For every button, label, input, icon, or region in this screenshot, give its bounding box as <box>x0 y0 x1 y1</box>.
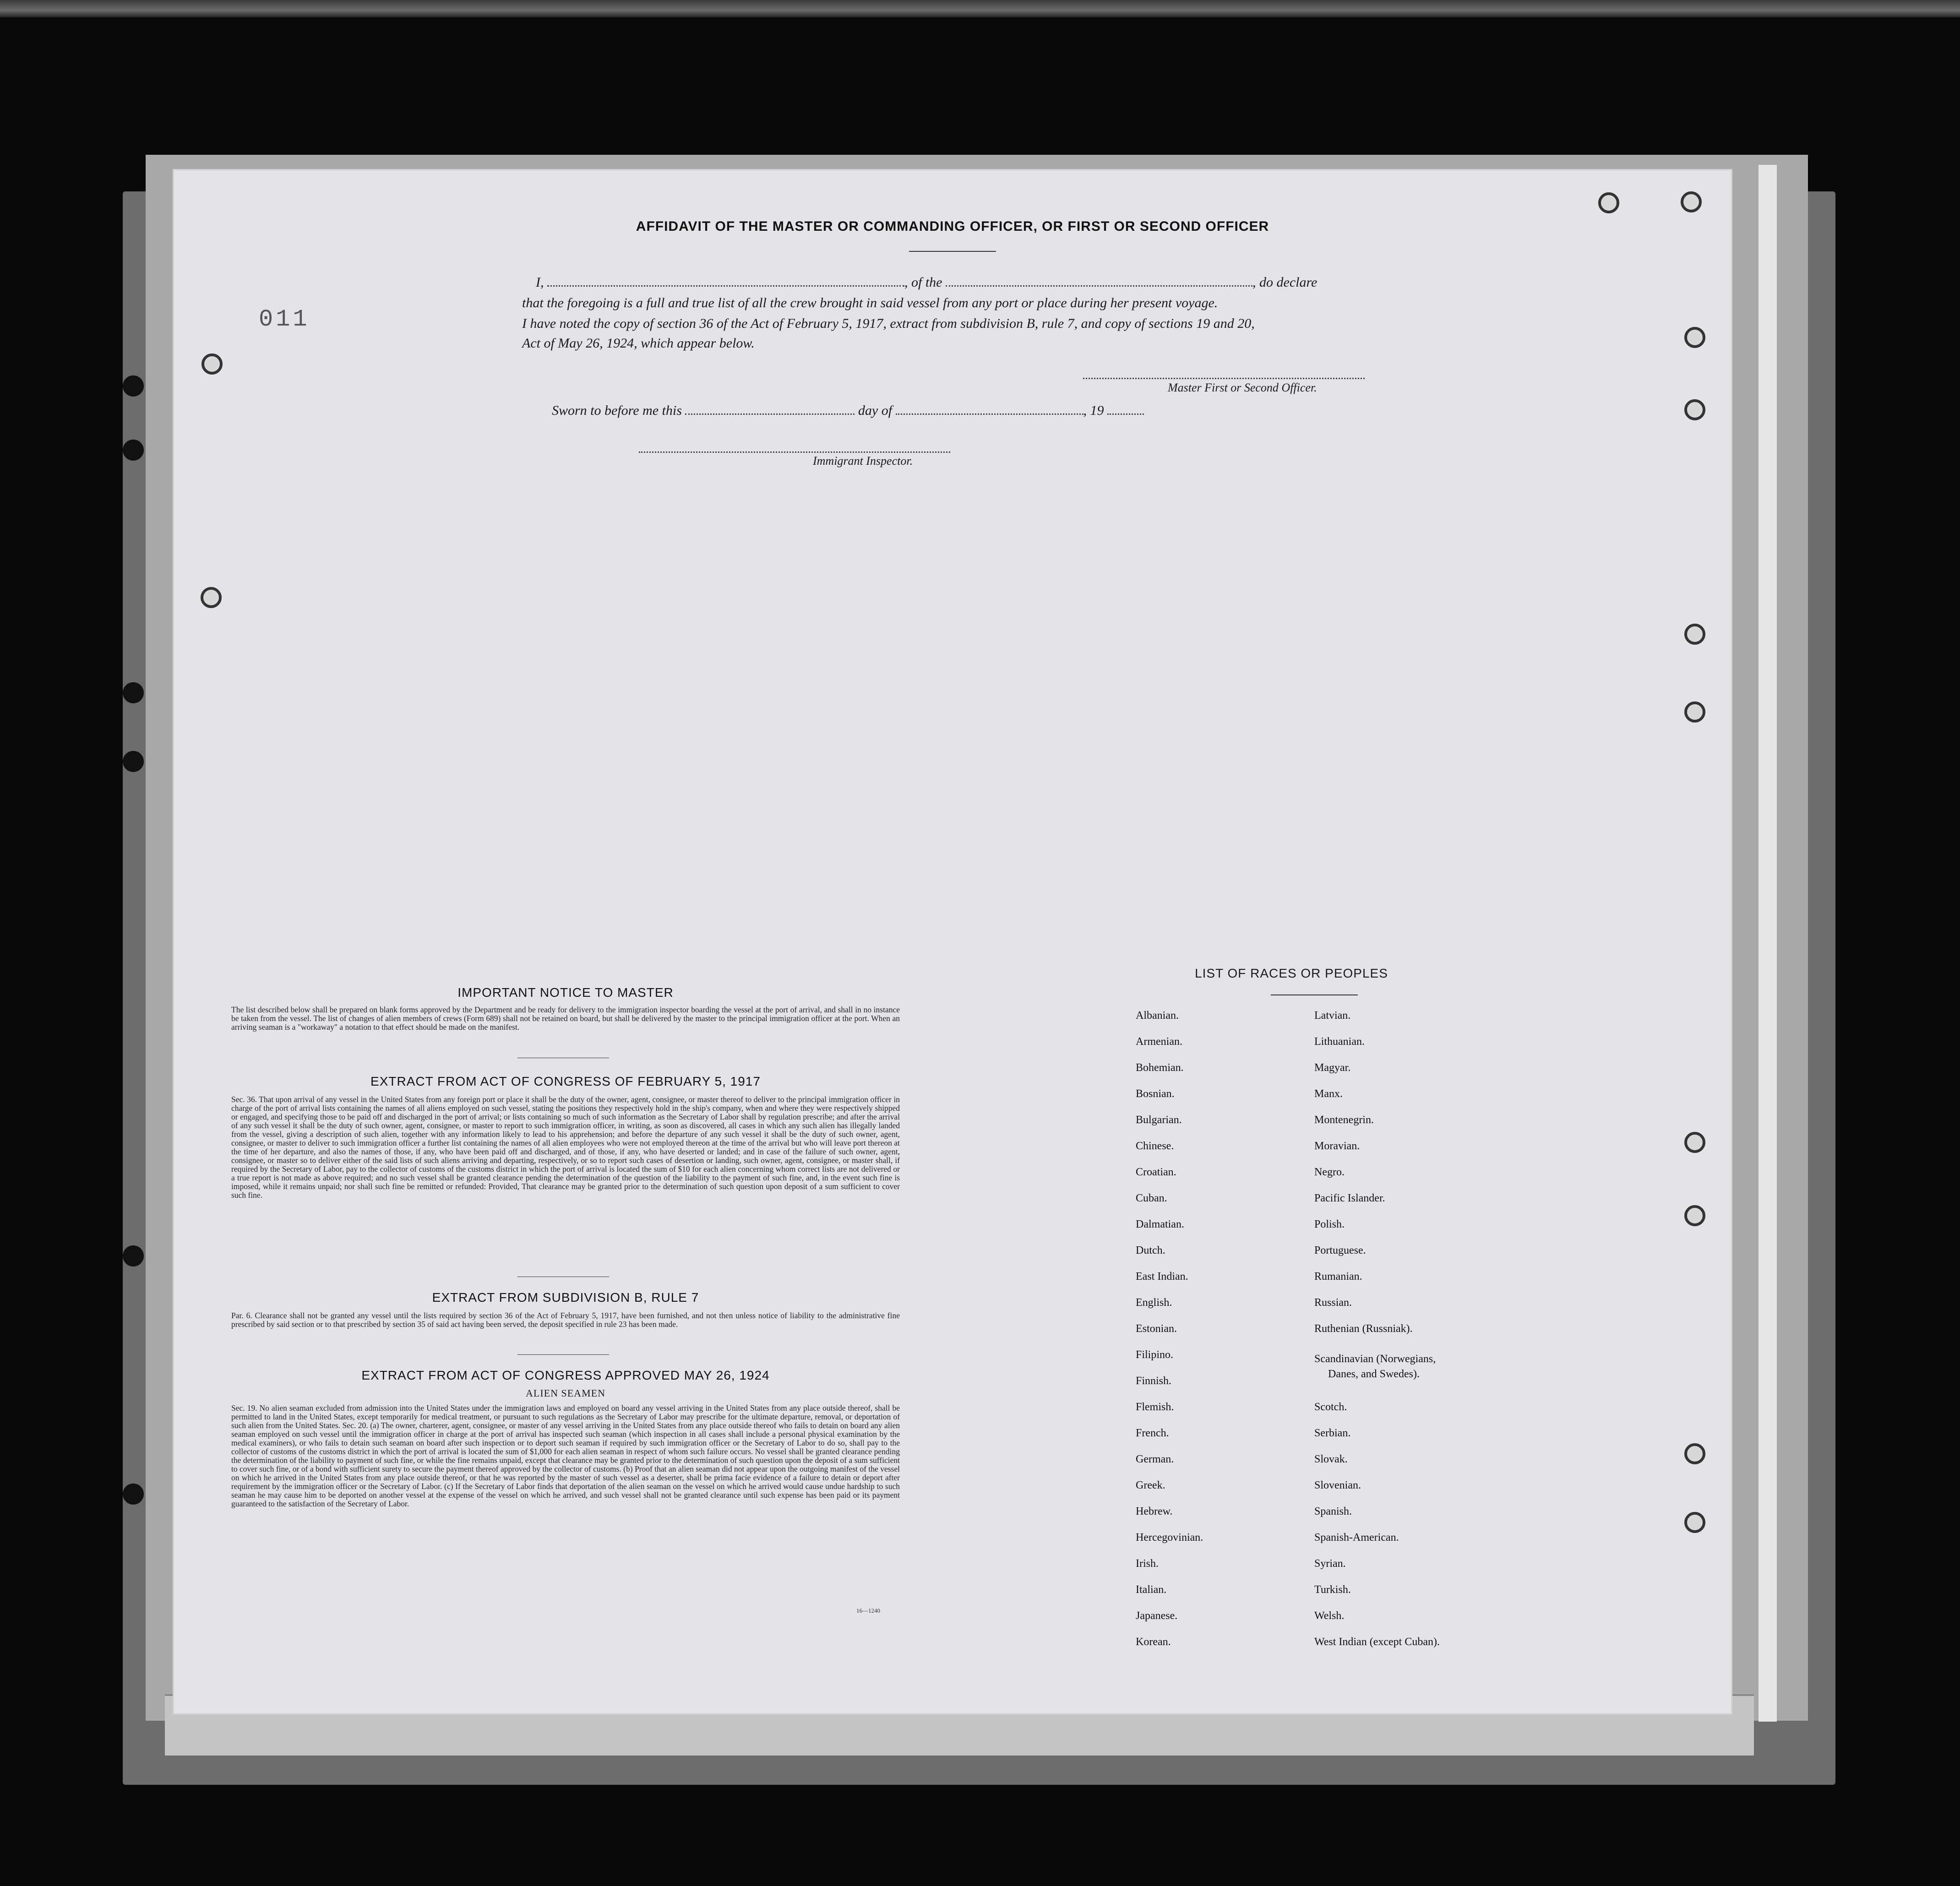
punch-hole <box>201 353 223 375</box>
subdivision-title: EXTRACT FROM SUBDIVISION B, RULE 7 <box>432 1290 699 1304</box>
binding-hole <box>123 375 144 397</box>
race-item: Scotch. <box>1314 1401 1347 1413</box>
race-item: Manx. <box>1314 1088 1343 1100</box>
race-item: Filipino. <box>1136 1349 1174 1361</box>
punch-hole <box>1684 701 1705 723</box>
race-item: Spanish-American. <box>1314 1532 1399 1544</box>
extract-1924-body: Sec. 19. No alien seaman excluded from admission into the United States under the immigration laws and employed on board any vessel arriving in the United States from any place outside thereof, shall be permitted to land in the United States, except temporarily for medical treatment, or pursuant to such regulations as the Secretary of Labor may prescribe for the ultimate departure, removal, or deportation of such alien from the United States. Sec. 20. (a) The owner, charterer, agent, consignee, or master of any vessel arriving in the United States from any place outside thereof who fails to detain on board any alien seaman employed on such vessel until the immigration officer in charge at the port of arrival has inspected such seaman (which inspection in all cases shall include a personal physical examination by the medical examiners), or who fails to detain such seaman on board after such inspection or to deport such seaman if required by such immigration officer or the Secretary of Labor to do so, shall pay to the collector of customs of the customs district in which the port of arrival is located the sum of $1,000 for each alien seaman in respect of whom such failure occurs. No vessel shall be granted clearance pending the determination of the liability to payment of such fine, or while the fine remains unpaid, except that clearance may be granted prior to the determination of such question upon the deposit of a sum sufficient to cover such fine, or of a bond with sufficient surety to secure the payment thereof approved by the collector of customs. (b) Proof that an alien seaman did not appear upon the outgoing manifest of the vessel on which he arrived in the United States from any place outside thereof, or that he was reported by the master of such vessel as a deserter, shall be prima facie evidence of a failure to detain or deport after requirement by the immigration officer or the Secretary of Labor. (c) If the Secretary of Labor finds that deportation of the alien seaman on the vessel on which he arrived would cause undue hardship to such seaman he may cause him to be deported on another vessel at the expense of the vessel on which he arrived, and such vessel shall not be granted clearance until such expense has been paid or its payment guaranteed to the satisfaction of the Secretary of Labor. <box>231 1403 900 1508</box>
extract-1917-title: EXTRACT FROM ACT OF CONGRESS OF FEBRUARY 5, 1917 <box>370 1074 761 1088</box>
race-item: Spanish. <box>1314 1506 1352 1517</box>
punch-hole <box>201 587 222 608</box>
inspector-signature-line[interactable] <box>639 451 950 453</box>
race-item: Flemish. <box>1136 1401 1174 1413</box>
race-item: German. <box>1136 1453 1174 1465</box>
race-item: Bosnian. <box>1136 1088 1175 1100</box>
punch-hole <box>1684 1443 1705 1464</box>
race-item: East Indian. <box>1136 1271 1188 1283</box>
sworn-label: Sworn to before me this <box>552 403 682 418</box>
punch-hole <box>1681 191 1702 212</box>
notice-title: IMPORTANT NOTICE TO MASTER <box>457 985 674 1000</box>
master-signature-line[interactable] <box>1083 378 1365 379</box>
punch-hole <box>1598 192 1619 213</box>
punch-hole <box>1684 1205 1705 1226</box>
affidavit-line-2: that the foregoing is a full and true list of all the crew brought in said vessel from any port or place during her present voyage. <box>522 295 1218 310</box>
race-item: Pacific Islander. <box>1314 1192 1385 1204</box>
race-item: Italian. <box>1136 1584 1167 1596</box>
name-blank[interactable] <box>547 285 904 287</box>
race-item: Armenian. <box>1136 1036 1182 1048</box>
margin-number: 011 <box>259 306 310 333</box>
binding-hole <box>123 440 144 461</box>
race-item: West Indian (except Cuban). <box>1314 1636 1440 1648</box>
race-item: Scandinavian (Norwegians, <box>1314 1353 1436 1365</box>
form-number: 16—1240 <box>856 1607 880 1614</box>
race-item: Polish. <box>1314 1218 1345 1230</box>
sworn-line <box>552 403 1144 419</box>
race-item: Dalmatian. <box>1136 1218 1184 1230</box>
race-item: Welsh. <box>1314 1610 1345 1622</box>
affidavit-i: I, <box>536 275 544 290</box>
affidavit-of-the: , of the <box>904 275 942 290</box>
inspector-label: Immigrant Inspector. <box>813 454 913 467</box>
race-item: Greek. <box>1136 1479 1165 1491</box>
race-item: Slovenian. <box>1314 1479 1361 1491</box>
race-item: Negro. <box>1314 1166 1345 1178</box>
vessel-blank[interactable] <box>946 285 1252 287</box>
race-item: English. <box>1136 1297 1172 1309</box>
race-item: French. <box>1136 1427 1169 1439</box>
extract-1924-title: EXTRACT FROM ACT OF CONGRESS APPROVED MAY 26, 1924 <box>361 1368 770 1382</box>
day-of-label: day of <box>858 403 893 418</box>
punch-hole <box>1684 399 1705 420</box>
extract-1924-subtitle: ALIEN SEAMEN <box>526 1387 605 1399</box>
race-item: Chinese. <box>1136 1140 1174 1152</box>
binding-hole <box>123 1484 144 1505</box>
affidavit-line-1 <box>536 275 1317 290</box>
month-blank[interactable] <box>896 413 1083 415</box>
punch-hole <box>1684 327 1705 348</box>
binding-hole <box>123 751 144 772</box>
race-item: Korean. <box>1136 1636 1171 1648</box>
binding-hole <box>123 1245 144 1266</box>
race-item: Magyar. <box>1314 1062 1351 1074</box>
sworn-day-blank[interactable] <box>685 413 855 415</box>
affidavit-declare: , do declare <box>1252 275 1318 290</box>
race-item: Ruthenian (Russniak). <box>1314 1323 1413 1335</box>
title-rule <box>909 251 996 252</box>
race-item: Bohemian. <box>1136 1062 1184 1074</box>
race-item: Moravian. <box>1314 1140 1360 1152</box>
race-item: Estonian. <box>1136 1323 1177 1335</box>
race-item: Portuguese. <box>1314 1245 1366 1256</box>
year-blank[interactable] <box>1107 413 1144 415</box>
binding-hole <box>123 682 144 703</box>
page-right-edge <box>1759 165 1777 1722</box>
race-item: Slovak. <box>1314 1453 1348 1465</box>
race-item: Hercegovinian. <box>1136 1532 1203 1544</box>
punch-hole <box>1684 1132 1705 1153</box>
race-item: Cuban. <box>1136 1192 1167 1204</box>
race-item: Syrian. <box>1314 1558 1346 1570</box>
race-item: Finnish. <box>1136 1375 1172 1387</box>
race-item: Dutch. <box>1136 1245 1165 1256</box>
race-item: Rumanian. <box>1314 1271 1362 1283</box>
subdivision-body: Par. 6. Clearance shall not be granted any vessel until the lists required by section 36 of the Act of February 5, 1917, have been furnished, and not then unless notice of liability to the administrative fine prescribed by said section or to that prescribed by section 35 of said act having been served, the deposit specified in rule 23 has been made. <box>231 1311 900 1329</box>
race-item: Japanese. <box>1136 1610 1178 1622</box>
race-item: Serbian. <box>1314 1427 1351 1439</box>
race-item: Hebrew. <box>1136 1506 1173 1517</box>
notice-body: The list described below shall be prepared on blank forms approved by the Department and be ready for delivery to the immigration inspector boarding the vessel at the port of arrival, and shall in no instance be taken from the vessel. The list of changes of alien members of crews (Form 689) shall not be retained on board, but shall be delivered by the master to the principal immigration officer at the port. When an arriving seaman is a "workaway" a notation to that effect should be made on the manifest. <box>231 1005 900 1032</box>
section-rule <box>517 1354 609 1355</box>
race-item: Croatian. <box>1136 1166 1176 1178</box>
race-item: Latvian. <box>1314 1010 1351 1022</box>
affidavit-title: AFFIDAVIT OF THE MASTER OR COMMANDING OFFICER, OR FIRST OR SECOND OFFICER <box>636 219 1269 234</box>
race-item-continued: Danes, and Swedes). <box>1328 1368 1420 1380</box>
master-signature-label: Master First or Second Officer. <box>1168 381 1317 394</box>
punch-hole <box>1684 1512 1705 1533</box>
race-item: Montenegrin. <box>1314 1114 1374 1126</box>
extract-1917-body: Sec. 36. That upon arrival of any vessel in the United States from any foreign port or place it shall be the duty of the owner, agent, consignee, or master thereof to deliver to the principal immigration officer in charge of the port of arrival lists containing the names of all aliens employed on such vessel, stating the positions they respectively hold in the ship's company, when and where they were respectively shipped or engaged, and specifying those to be paid off and discharged in the port of arrival; or lists containing so much of such information as the Secretary of Labor shall by regulation prescribe; and after the arrival of any such vessel it shall be the duty of such owner, agent, consignee, or master to report to such immigration officer, in writing, as soon as discovered, all cases in which any such alien has illegally landed from the vessel, giving a description of such alien, together with any information likely to lead to his apprehension; and before the departure of any such vessel it shall be the duty of such owner, agent, consignee, or master to deliver to such immigration officer a further list containing the names of all alien employees who were not employed thereon at the time of the arrival but who will leave port thereon at the time of her departure, and also the names of those, if any, who have been paid off and discharged, and of those, if any, who have deserted or landed; and in case of the failure of such owner, agent, consignee, or master so to deliver either of the said lists of such aliens arriving and departing, respectively, or so to report such cases of desertion or landing, such owner, agent, consignee, or master shall, if required by the Secretary of Labor, pay to the collector of customs of the customs district in which the port of arrival is located the sum of $10 for each alien concerning whom correct lists are not delivered or a true report is not made as above required; and no such vessel shall be granted clearance pending the determination of the question of the liability to the payment of such fine, and, in the event such fine is imposed, while it remains unpaid; nor shall such fine be remitted or refunded: Provided, That clearance may be granted prior to the determination of such question upon deposit of a sum sufficient to cover such fine. <box>231 1095 900 1200</box>
race-item: Bulgarian. <box>1136 1114 1182 1126</box>
top-edge-strip <box>0 0 1960 17</box>
race-item: Irish. <box>1136 1558 1159 1570</box>
race-item: Turkish. <box>1314 1584 1351 1596</box>
race-item: Lithuanian. <box>1314 1036 1365 1048</box>
races-title: LIST OF RACES OR PEOPLES <box>1195 966 1388 980</box>
race-item: Albanian. <box>1136 1010 1179 1022</box>
year-prefix: , 19 <box>1083 403 1104 418</box>
punch-hole <box>1684 624 1705 645</box>
race-item: Russian. <box>1314 1297 1352 1309</box>
affidavit-line-3: I have noted the copy of section 36 of the Act of February 5, 1917, extract from subdivision B, rule 7, and copy of sections 19 and 20, <box>522 316 1255 331</box>
affidavit-line-4: Act of May 26, 1924, which appear below. <box>522 336 755 351</box>
